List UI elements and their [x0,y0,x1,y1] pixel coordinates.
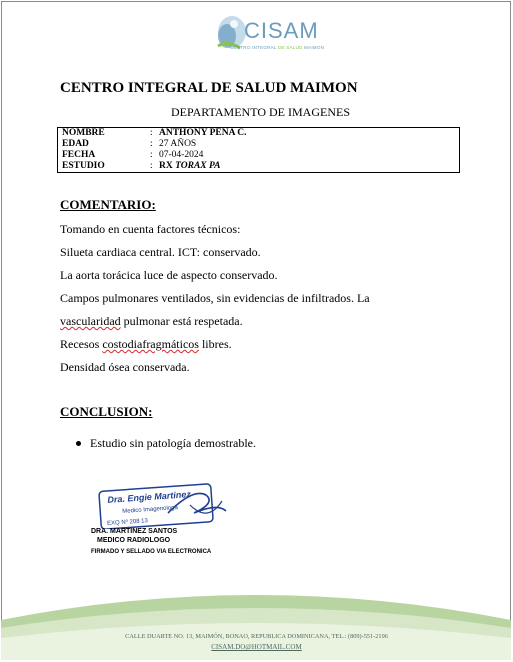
conclusion-heading: CONCLUSION: [60,404,153,419]
comment-heading: COMENTARIO: [60,197,156,212]
footer-email-link[interactable]: CISAM.DO@HOTMAIL.COM [211,643,302,651]
name-value: ANTHONY PENA C. [159,128,247,138]
date-separator: : [150,150,153,160]
date-value: 07-04-2024 [159,150,204,160]
doctor-specialty: MEDICO RADIOLOGO [97,537,171,544]
cisam-logo [200,12,330,58]
comment-line-3: La aorta torácica luce de aspecto conservado. [60,268,278,282]
age-label: EDAD [62,139,89,149]
document-title: CENTRO INTEGRAL DE SALUD MAIMON [60,80,358,96]
age-separator: : [150,139,153,149]
study-label: ESTUDIO [62,161,105,171]
comment-line-6: Recesos costodiafragmáticos libres. [60,337,232,351]
stamp-name: Dra. Engie Martinez [107,489,192,505]
department-name: DEPARTAMENTO DE IMAGENES [171,105,350,119]
signature-block [91,527,211,557]
signature-stamp [98,483,230,529]
comment-line-2: Silueta cardiaca central. ICT: conservado. [60,245,261,259]
stamp-exeq: EXQ Nº 208 13 [106,518,149,528]
study-separator: : [150,161,153,171]
spellcheck-word: vascularidad [60,314,121,328]
comment-line-7: Densidad ósea conservada. [60,360,190,374]
date-label: FECHA [62,150,96,160]
study-value: RX TORAX PA [159,161,221,171]
comment-line-4: Campos pulmonares ventilados, sin evidencias de infiltrados. La [60,291,370,305]
age-value: 27 AÑOS [159,139,197,149]
signature-note: FIRMADO Y SELLADO VIA ELECTRONICA [91,549,212,555]
logo-wordmark: CISAM [244,18,319,43]
stamp-role: Medico Imagenologa [122,505,179,515]
patient-info-box [57,127,460,173]
doctor-name: DRA. MARTINEZ SANTOS [91,528,178,535]
footer-address: CALLE DUARTE NO. 13, MAIMÓN, BONAO, REPUBLICA DOMINICANA, TEL.: (809)-551-2196 [125,633,388,640]
bullet-icon [76,441,81,446]
spellcheck-word: costodiafragmáticos [102,337,199,351]
name-label: NOMBRE [62,128,105,138]
comment-line-5: vascularidad pulmonar está respetada. [60,314,243,328]
page-frame [1,1,511,660]
comment-line-1: Tomando en cuenta factores técnicos: [60,222,241,236]
conclusion-item-text: Estudio sin patología demostrable. [90,436,256,450]
logo-subtitle: CENTRO INTEGRAL DE SALUD MAIMON [230,45,325,50]
name-separator: : [150,128,153,138]
